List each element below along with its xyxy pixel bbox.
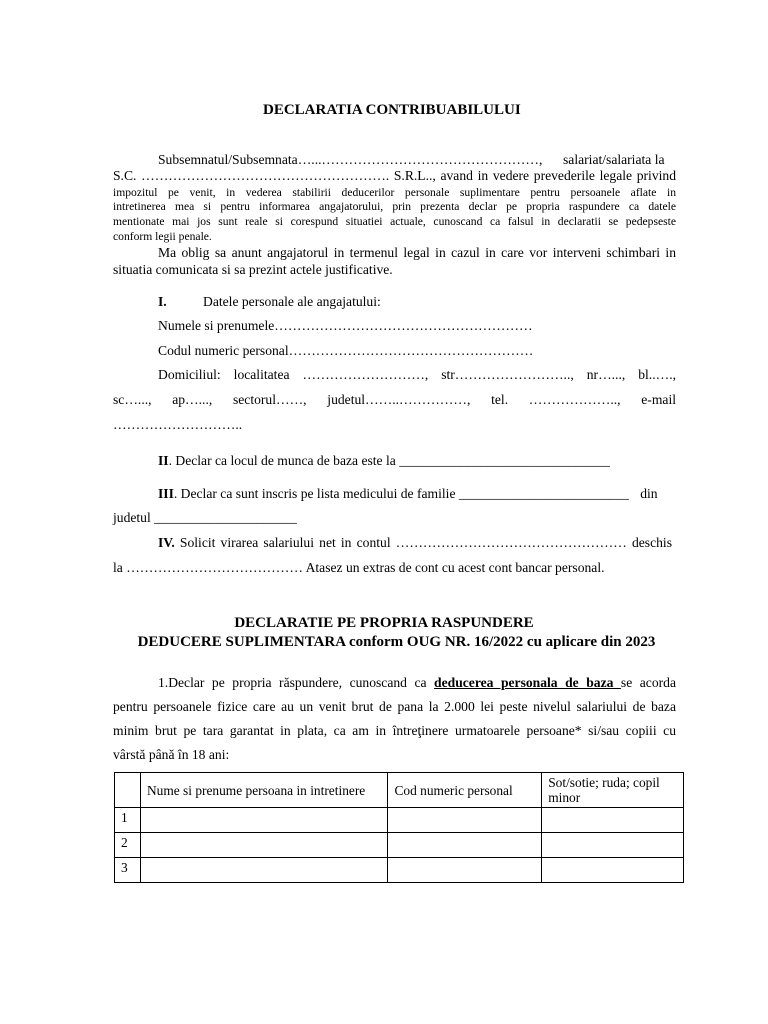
section-4-line-2: la ………………………………… Atasez un extras de cont cu acest cont bancar personal. <box>113 560 605 575</box>
dependents-table <box>114 772 684 883</box>
relation-cell[interactable] <box>542 858 684 883</box>
name-field: Numele si prenumele………………………………………………… <box>158 318 533 333</box>
declaration-para-end: se acorda <box>620 675 676 690</box>
oblig-line-1: Ma oblig sa anunt angajatorul in termenul legal in cazul in care vor interveni schimbari in <box>158 245 676 260</box>
intro-line-6: conform legii penale. <box>113 230 212 243</box>
table-row <box>115 833 684 858</box>
name-cell[interactable] <box>140 833 388 858</box>
cnp-field: Codul numeric personal……………………………………………… <box>158 343 534 358</box>
judet-blank: _____________________ <box>154 510 297 525</box>
cnp-cell[interactable] <box>388 858 542 883</box>
domicile-line-2: sc…..., ap…..., sectorul……, judetul……..……………, tel. ……………….., e-mail <box>113 392 676 407</box>
section-4-text-1: Solicit virarea salariului net in contul …………………………………………… deschis <box>174 535 672 550</box>
judet-label: judetul <box>113 510 155 525</box>
row-index: 3 <box>115 858 141 883</box>
table-row <box>115 808 684 833</box>
declaration-para-line-1 <box>158 675 676 691</box>
cnp-cell[interactable] <box>388 833 542 858</box>
section-1-numeral: I. <box>158 294 167 309</box>
header-index <box>115 773 141 808</box>
section-3-numeral: III <box>158 486 174 501</box>
doctor-blank: _________________________ <box>458 486 629 501</box>
section-2-numeral: II <box>158 453 169 468</box>
declaration-para-line-4: vârstă până în 18 ani: <box>113 747 230 762</box>
row-index: 1 <box>115 808 141 833</box>
declaration-para-start: 1.Declar pe propria răspundere, cunoscand ca <box>158 675 435 690</box>
section-2-text: . Declar ca locul de munca de baza este la <box>168 453 400 468</box>
intro-line-3: impozitul pe venit, in vederea stabilirii deducerilor personale suplimentare pentru persoanele aflate in <box>113 186 676 199</box>
section-4-line-1 <box>158 535 672 551</box>
section-3-din: din <box>636 486 658 501</box>
section-3-line <box>158 486 658 502</box>
table-row <box>115 858 684 883</box>
intro-line-2: S.C. ………………………………………………. S.R.L.., avand in vedere prevederile legale privind <box>113 168 676 183</box>
name-cell[interactable] <box>140 808 388 833</box>
intro-line-5: mentionate mai jos sunt reale si corespund situatiei actuale, cunoscand ca falsul in declaratii se pedepseste <box>113 215 676 228</box>
row-index: 2 <box>115 833 141 858</box>
name-cell[interactable] <box>140 858 388 883</box>
section-4-numeral: IV. <box>158 535 175 550</box>
declaration-para-line-2: pentru persoanele fizice care au un venit brut de pana la 2.000 lei peste nivelul salariului de baza <box>113 699 676 714</box>
table-header-row <box>115 773 684 808</box>
header-name: Nume si prenume persoana in intretinere <box>140 773 388 808</box>
intro-line-1-start: Subsemnatul/Subsemnata…...…………………………………………, <box>158 152 543 167</box>
declaration-title-2-text: DEDUCERE SUPLIMENTARA conform OUG NR. 16/2022 cu aplicare din 2023 <box>137 634 656 650</box>
workplace-blank: _______________________________ <box>399 453 610 468</box>
relation-cell[interactable] <box>542 833 684 858</box>
header-cnp: Cod numeric personal <box>388 773 542 808</box>
declaration-para-bold: deducerea personala de baza <box>434 675 621 690</box>
intro-line-4: intretinerea mea si pentru informarea angajatorului, prin prezenta declar pe propria raspundere ca datele <box>113 200 676 213</box>
domicile-line-3: ……………………….. <box>113 417 243 432</box>
cnp-cell[interactable] <box>388 808 542 833</box>
declaration-title-1: DECLARATIE PE PROPRIA RASPUNDERE <box>234 615 534 631</box>
intro-line-1-end: salariat/salariata la <box>563 152 665 167</box>
section-3-judet-line <box>113 510 297 526</box>
section-1-heading: Datele personale ale angajatului: <box>203 294 381 309</box>
section-3-text: . Declar ca sunt inscris pe lista medicului de familie <box>173 486 459 501</box>
document-title: DECLARATIA CONTRIBUABILULUI <box>263 102 521 118</box>
declaration-para-line-3: minim brut pe tara garantat in plata, ca am in întreţinere urmatoarele persoane* si/sau copiii cu <box>113 723 676 738</box>
relation-cell[interactable] <box>542 808 684 833</box>
header-relation: Sot/sotie; ruda; copil minor <box>542 773 684 808</box>
section-2-line <box>158 453 610 469</box>
domicile-line-1: Domiciliul: localitatea ………………………, str…………………….., nr…..., bl..…., <box>158 367 676 382</box>
oblig-line-2: situatia comunicata si sa prezint actele justificative. <box>113 262 393 277</box>
declaration-title-2 <box>0 634 768 651</box>
